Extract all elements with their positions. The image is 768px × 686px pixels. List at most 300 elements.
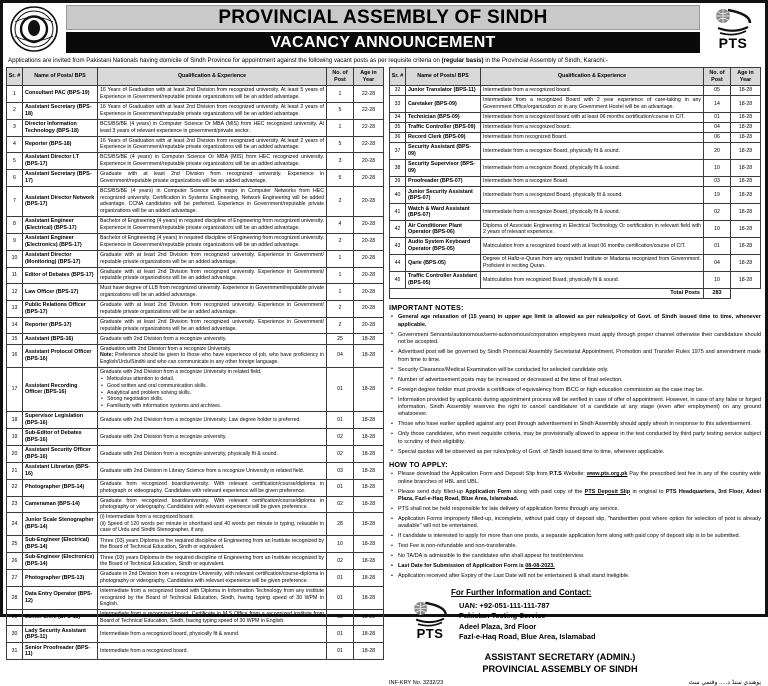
contact-address-line2: Fazl-e-Haq Road, Blue Area, Islamabad: [459, 632, 596, 642]
cell-post-count: 05: [704, 86, 731, 96]
cell-post-name: Record Clerk (BPS-09): [406, 133, 481, 143]
cell-age-range: 18-28: [354, 643, 384, 660]
how-to-apply-item: • Last Date for Submission of Application Form is 08-08-2023.: [389, 563, 761, 570]
how-to-apply-item: • PTS shall not be held responsible for late delivery of application forms through any service.: [389, 506, 761, 513]
contact-org: Pakistan Testing Service: [459, 611, 546, 621]
table-head-right: [390, 68, 761, 86]
cell-post-name: Photographer (BPS-14): [23, 479, 98, 496]
table-row: [7, 513, 384, 536]
cell-post-count: 1: [327, 267, 354, 284]
table-row: [7, 479, 384, 496]
cell-post-name: Reporter (BPS-18): [23, 136, 98, 153]
cell-serial: 32: [390, 86, 406, 96]
cell-serial: 23: [7, 496, 23, 513]
cell-age-range: 18-28: [731, 238, 761, 255]
table-row: [390, 177, 761, 187]
cell-serial: 11: [7, 267, 23, 284]
cell-serial: 34: [390, 112, 406, 122]
cell-qualification: Intermediate from a recognized board with at least 06 months certification/course in CIT.: [481, 112, 704, 122]
cell-age-range: 18-28: [731, 96, 761, 113]
cell-post-count: 03: [327, 463, 354, 480]
col-header-post: Name of Posts/ BPS: [23, 68, 98, 86]
cell-serial: 6: [7, 170, 23, 187]
cell-qualification: Graduate with at least 2nd Division from recognized university. Experience in Government/ reputable private organizations will be an added advantage.: [98, 300, 327, 317]
cell-post-name: Junior Scale Stenographer (BPS-14): [23, 513, 98, 536]
table-row: [7, 300, 384, 317]
how-to-apply-item: • Please download the Application Form and Deposit Slip from P.T.S Website: www.pts.org.pk Pay the prescribed test fee in any of the country wide online branches of HBL and UBL.: [389, 471, 761, 486]
cell-qualification: Matriculation from recognized Board, physically fit & sound.: [481, 271, 704, 288]
page-title: PROVINCIAL ASSEMBLY OF SINDH: [66, 5, 700, 30]
cell-post-name: Data Entry Operator (BPS-12): [23, 586, 98, 609]
cell-post-count: 2: [327, 300, 354, 317]
how-to-apply-item: • No TA/DA is admissible to the candidates who shall appear for test/interview.: [389, 553, 761, 560]
qualification-bullet: • Analytical and problem solving skills.: [107, 390, 324, 397]
table-row: [390, 271, 761, 288]
contact-heading: For Further Information and Contact:: [451, 587, 592, 597]
col-header-age: Age in Year: [354, 68, 384, 86]
total-posts-value: 283: [704, 288, 731, 299]
cell-age-range: 20-28: [354, 233, 384, 250]
intro-text: Applications are invited from Pakistani Nationals having domicile of Sindh Province for appointment against the following vacant posts as per requisite criteria on (regular basis) in the Provincial Assembly of Sindh, Karachi:-: [8, 57, 608, 64]
table-row: [7, 643, 384, 660]
cell-age-range: 18-28: [731, 86, 761, 96]
cell-qualification: BCS/BS/BE (4 years) in Computer Science Or MBA (MIS) from HEC recognized university. Experience in Government/reputable private organizations will be an added advantage.: [98, 153, 327, 170]
qualification-bullet: • Good written and oral communication skills.: [107, 383, 324, 390]
total-posts-blank: [731, 288, 761, 299]
cell-post-count: 20: [704, 143, 731, 160]
cell-age-range: 18-28: [731, 204, 761, 221]
contact-uan: UAN: +92-051-111-111-787: [459, 600, 550, 610]
cell-post-count: 19: [704, 187, 731, 204]
cell-post-count: 01: [327, 367, 354, 411]
cell-post-name: Reporter (BPS-17): [23, 317, 98, 334]
cell-age-range: 22-28: [354, 119, 384, 136]
important-note-item: • General age relaxation of (15 years) in upper age limit is allowed as per rules/policy of Govt. of Sindh issued time to time, whenever applicable.: [389, 314, 761, 329]
cell-qualification: Intermediate from a recognize Board, physically fit & sound.: [481, 160, 704, 177]
cell-age-range: 18-28: [354, 609, 384, 626]
cell-age-range: 18-28: [731, 160, 761, 177]
cell-post-count: 1: [327, 86, 354, 103]
cell-qualification: Bachelor of Engineering (4 years) in required discipline of Engineering from recognized university. Experience in Government/reputable private organizations will be an added advantage.: [98, 233, 327, 250]
important-note-item: • Only those candidates, who meet requisite criteria, may be provisionally allowed to appear in the test conducted by third party testing service subject to scrutiny of their eligibility.: [389, 431, 761, 446]
cell-post-name: Assistant Secretary (BPS-17): [23, 170, 98, 187]
table-row: [7, 216, 384, 233]
cell-serial: 5: [7, 153, 23, 170]
important-note-item: • Number of advertisement posts may be increased or decreased at the time of final selection.: [389, 377, 761, 384]
cell-post-count: 14: [704, 96, 731, 113]
cell-post-name: Junior Security Assistant (BPS-07): [406, 187, 481, 204]
cell-post-count: 01: [327, 412, 354, 429]
cell-post-name: Consultant PAC (BPS-19): [23, 86, 98, 103]
cell-serial: 29: [7, 609, 23, 626]
cell-post-count: 1: [327, 284, 354, 301]
cell-serial: 9: [7, 233, 23, 250]
cell-post-count: 1: [327, 250, 354, 267]
cell-post-count: 04: [704, 255, 731, 272]
cell-post-name: Assistant Director Network (BPS-17): [23, 187, 98, 217]
col-header-posts: No. of Post: [327, 68, 354, 86]
cell-qualification: 16 Years of Graduation with at least 2nd Division from recognized university. At least 2 years of Experience in Government/reputable private organizations will be an added advantage.: [98, 136, 327, 153]
cell-age-range: 20-28: [354, 187, 384, 217]
table-row: [7, 170, 384, 187]
signoff-designation: ASSISTANT SECRETARY (ADMIN.): [484, 651, 636, 662]
cell-qualification: Intermediate from recognized Board.: [481, 133, 704, 143]
cell-age-range: 18-28: [354, 496, 384, 513]
cell-post-name: Technician (BPS-09): [406, 112, 481, 122]
cell-post-count: 01: [327, 586, 354, 609]
cell-age-range: 18-28: [731, 112, 761, 122]
important-notes-list: [389, 314, 761, 456]
cell-age-range: 20-28: [354, 300, 384, 317]
col-header-sr-right: Sr. #: [390, 68, 406, 86]
cell-age-range: 18-28: [354, 536, 384, 553]
inf-reference-number: INF-KRY No. 3232/23: [389, 679, 444, 686]
important-note-item: • Government Servants/autonomous/semi-autonomous/corporation employees must apply through proper channel otherwise their candidature should not be accepted.: [389, 332, 761, 347]
table-row: [390, 133, 761, 143]
cell-age-range: 18-28: [354, 513, 384, 536]
cell-serial: 18: [7, 412, 23, 429]
cell-serial: 43: [390, 238, 406, 255]
cell-serial: 31: [7, 643, 23, 660]
cell-qualification: 16 Years of Graduation with at least 2nd Division from recognized university. At least 2 years of Experience in Government/reputable private organizations will be an added advantage.: [98, 102, 327, 119]
cell-post-count: 01: [327, 570, 354, 587]
cell-post-count: 02: [327, 446, 354, 463]
cell-qualification: Three (03) years Diploma in the required discipline of Engineering from an Institute recognized by the Board of Technical Education, Sindh or equivalent.: [98, 536, 327, 553]
cell-post-count: 02: [327, 496, 354, 513]
cell-post-name: Junior Translator (BPS-11): [406, 86, 481, 96]
cell-qualification: Graduate with at least 2nd Division from recognized university. Experience in Government/reputable private organizations will be an added advantage.: [98, 170, 327, 187]
sindh-assembly-crest-icon: [6, 5, 62, 53]
cell-post-count: 01: [327, 626, 354, 643]
table-row: [7, 267, 384, 284]
cell-post-name: Qarie (BPS-05): [406, 255, 481, 272]
cell-post-count: 2: [327, 187, 354, 217]
cell-serial: 8: [7, 216, 23, 233]
cell-post-name: Cameraman (BPS-14): [23, 496, 98, 513]
cell-age-range: 20-28: [354, 267, 384, 284]
cell-qualification: Intermediate from a recognized board.: [98, 643, 327, 660]
col-header-posts-right: No. of Post: [704, 68, 731, 86]
signoff-organization: PROVINCIAL ASSEMBLY OF SINDH: [482, 663, 638, 674]
cell-qualification: Graduate with at least 2nd Division from recognized university. Experience in Government/ reputable private organizations will be an added advantage.: [98, 267, 327, 284]
table-row: [7, 570, 384, 587]
right-column: [389, 67, 761, 686]
cell-qualification: Intermediate from a recognized board with Diploma in Information Technology from any institute recognized by the Board of Technical Education, Sindh, having typing speed of 30 WPM in English.: [98, 586, 327, 609]
cell-age-range: 18-28: [731, 255, 761, 272]
how-to-apply-heading: HOW TO APPLY:: [389, 460, 448, 470]
cell-post-count: 01: [704, 112, 731, 122]
important-note-item: • Advertised post will be governed by Sindh Provincial Assembly Secretariat Appointment, Promotion and Transfer Rules 1975 and amendment made from time to time.: [389, 349, 761, 364]
cell-post-name: Supervisor Legislation (BPS-16): [23, 412, 98, 429]
page-header: [6, 5, 762, 53]
table-row: [7, 334, 384, 344]
cell-serial: 35: [390, 122, 406, 132]
table-row: [7, 344, 384, 367]
cell-qualification: Intermediate from a recognize Board, physically fit & sound.: [481, 204, 704, 221]
qualification-bullet: • Meticulous attention to detail.: [107, 376, 324, 383]
how-to-apply-list: [389, 471, 761, 581]
cell-post-count: 01: [327, 643, 354, 660]
cell-age-range: 18-28: [354, 463, 384, 480]
cell-qualification: Three (03) years Diploma in the required discipline of Engineering from an Institute recognized by the Board of Technical Education, Sindh or equivalent.: [98, 553, 327, 570]
cell-serial: 24: [7, 513, 23, 536]
cell-qualification: (i) Intermediate from a recognized board. (ii) Speed of 120 words per minute in shorthand and 40 words per minute in typing, relaxable in case of Urdu and Sindhi Stenographer, if any.: [98, 513, 327, 536]
cell-serial: 1: [7, 86, 23, 103]
col-header-sr: Sr. #: [7, 68, 23, 86]
cell-serial: 30: [7, 626, 23, 643]
cell-age-range: 18-28: [354, 626, 384, 643]
cell-post-name: Lady Security Assistant (BPS-11): [23, 626, 98, 643]
cell-age-range: 18-28: [354, 446, 384, 463]
cell-serial: 38: [390, 160, 406, 177]
cell-qualification: Intermediate from a recognize Board.: [481, 177, 704, 187]
col-header-qualification: Qualification & Experience: [98, 68, 327, 86]
cell-post-name: Director Information Technology (BPS-18): [23, 119, 98, 136]
cell-qualification: Intermediate from a recognized board, physically fit & sound.: [98, 626, 327, 643]
cell-qualification: Graduation with 2nd Division from a recognize University. Note: Preference should be given to those who have experience of job, who have proficiency in English/Urdu/Sindhi and who can communicate in any other foreign language.: [98, 344, 327, 367]
cell-age-range: 20-28: [354, 317, 384, 334]
cell-post-name: Junior Clerk (BPS-11): [23, 609, 98, 626]
cell-serial: 21: [7, 463, 23, 480]
cell-post-count: 04: [327, 344, 354, 367]
cell-qualification: Bachelor of Engineering (4 years) in required discipline of Engineering from recognized university. Experience in Government/reputable private organizations will be an added advantage.: [98, 216, 327, 233]
cell-post-count: 1: [327, 119, 354, 136]
cell-post-name: Assistant Recording Officer (BPS-16): [23, 367, 98, 411]
important-note-item: • Security Clearance/Medical Examination will be conducted for selected candidate only.: [389, 367, 761, 374]
table-body-left: [7, 86, 384, 660]
cell-post-count: 06: [704, 133, 731, 143]
cell-post-name: Proofreader (BPS-07): [406, 177, 481, 187]
contact-details: [459, 601, 596, 643]
pts-logo-text: PTS: [718, 35, 748, 51]
cell-serial: 19: [7, 429, 23, 446]
cell-serial: 17: [7, 367, 23, 411]
cell-serial: 2: [7, 102, 23, 119]
cell-qualification: Graduate with 2nd Division from a recognize university.: [98, 429, 327, 446]
table-header-row-right: [390, 68, 761, 86]
cell-qualification: Graduate in 2nd Division from a recognize University, with relevant certification/course-diploma in photography or videography. Candidates with relevant experience will be given preference.: [98, 570, 327, 587]
contact-pts-logo: [409, 601, 451, 640]
left-column: [6, 67, 384, 660]
cell-post-name: Watch & Ward Assistant (BPS-07): [406, 204, 481, 221]
table-row: [7, 367, 384, 411]
table-row: [7, 187, 384, 217]
qualification-bullet: • Strong negotiation skills.: [107, 396, 324, 403]
cell-serial: 36: [390, 133, 406, 143]
cell-serial: 27: [7, 570, 23, 587]
cell-post-count: 02: [327, 429, 354, 446]
how-to-apply-item: • If candidate is interested to apply for more than one posts, a separate application form along with paid copy of deposit slip is to be submitted.: [389, 533, 761, 540]
cell-post-name: Assistant Security Officer (BPS-16): [23, 446, 98, 463]
table-row: [390, 86, 761, 96]
table-row: [7, 429, 384, 446]
cell-age-range: 22-28: [354, 136, 384, 153]
footer-row: [389, 679, 761, 686]
cell-age-range: 18-28: [731, 271, 761, 288]
total-posts-row: [390, 288, 761, 299]
cell-post-count: 5: [327, 136, 354, 153]
cell-age-range: 18-28: [354, 367, 384, 411]
apply-link[interactable]: 08-08-2023.: [525, 563, 555, 570]
col-header-age-right: Age in Year: [731, 68, 761, 86]
table-row: [7, 284, 384, 301]
cell-post-name: Air Conditioner Plant Operator (BPS-06): [406, 221, 481, 238]
cell-serial: 3: [7, 119, 23, 136]
important-note-item: • Information provided by applicants during appointment process will be verified in case of offer of appointment. However, in case of any false or forged information, Sindh Assembly reserves the right to cancel candidature of a candidate at any stage (even after employment) on any ground whatsoever.: [389, 397, 761, 419]
table-row: [7, 233, 384, 250]
cell-qualification: Graduate from recognized board/university. With relevant certification/course/diploma in photography or videography. Candidates with relevant experience will be given preference.: [98, 496, 327, 513]
table-row: [7, 136, 384, 153]
cell-post-count: 01: [704, 238, 731, 255]
cell-serial: 20: [7, 446, 23, 463]
cell-qualification: Graduate with 2nd Division from a recognize University. Law degree holder is preferred.: [98, 412, 327, 429]
cell-age-range: 18-28: [731, 187, 761, 204]
cell-post-name: Audio System Keyboard Operator (BPS-05): [406, 238, 481, 255]
cell-post-count: 01: [327, 479, 354, 496]
table-row: [7, 86, 384, 103]
cell-age-range: 18-28: [731, 177, 761, 187]
cell-post-name: Assistant Director (Monitoring) (BPS-17): [23, 250, 98, 267]
cell-serial: 39: [390, 177, 406, 187]
cell-qualification: Graduate with 2nd Division from a recognize University in related field. • Meticulous attention to detail. • Good written and oral communication skills. • Analytical and problem solving skills. • Strong negotiation skills. • Familiarity with information systems and archives.: [98, 367, 327, 411]
cell-serial: 44: [390, 255, 406, 272]
cell-age-range: 18-28: [354, 344, 384, 367]
cell-post-count: 10: [704, 271, 731, 288]
header-titles: [62, 5, 704, 53]
table-row: [390, 238, 761, 255]
col-header-post-right: Name of Posts/ BPS: [406, 68, 481, 86]
cell-post-count: 10: [704, 221, 731, 238]
contact-section: [389, 588, 761, 643]
table-row: [7, 553, 384, 570]
table-row: [7, 250, 384, 267]
cell-serial: 26: [7, 553, 23, 570]
cell-age-range: 18-28: [354, 479, 384, 496]
table-head-left: [7, 68, 384, 86]
cell-serial: 10: [7, 250, 23, 267]
cell-qualification: Intermediate from a recognized board.: [481, 86, 704, 96]
table-row: [390, 255, 761, 272]
table-row: [7, 446, 384, 463]
cell-serial: 12: [7, 284, 23, 301]
cell-qualification: Intermediate from a recognized Board, physically fit & sound.: [481, 187, 704, 204]
how-to-apply-item: • Application Forms improperly filled-up, incomplete, without paid copy of deposit slip, "handwritten post where option for selection of post is already available" will not be entertained.: [389, 516, 761, 531]
cell-qualification: Diploma of Associate Engineering in Electrical Technology Or certification in relevant field with 2 years of relevant experience.: [481, 221, 704, 238]
contact-body: [409, 601, 761, 643]
cell-age-range: 18-28: [354, 553, 384, 570]
jobs-table-right: [389, 67, 761, 299]
cell-qualification: Graduate with at least 2nd Division from recognized university. Experience in Government/ reputable private organizations will be an added advantage.: [98, 250, 327, 267]
table-row: [7, 153, 384, 170]
table-row: [390, 112, 761, 122]
cell-post-name: Caretaker (BPS-09): [406, 96, 481, 113]
pts-swoosh-icon: [714, 8, 752, 36]
page-subtitle: VACANCY ANNOUNCEMENT: [66, 32, 700, 53]
contact-address-line1: Adeel Plaza, 3rd Floor: [459, 621, 537, 631]
cell-post-count: 5: [327, 102, 354, 119]
cell-post-count: 2: [327, 233, 354, 250]
cell-serial: 33: [390, 96, 406, 113]
cell-post-count: 10: [327, 536, 354, 553]
urdu-footnote: پوهندي ستڈ د..... وقتمي سٹ: [688, 679, 761, 686]
table-row: [390, 160, 761, 177]
cell-post-count: 03: [704, 177, 731, 187]
table-row: [390, 143, 761, 160]
cell-post-name: Assistant Director I.T (BPS-17): [23, 153, 98, 170]
cell-age-range: 20-28: [354, 170, 384, 187]
cell-qualification: Intermediate from a recognized board.: [481, 122, 704, 132]
total-posts-label: Total Posts: [390, 288, 704, 299]
table-row: [390, 204, 761, 221]
cell-serial: 14: [7, 317, 23, 334]
cell-post-count: 02: [327, 553, 354, 570]
cell-qualification: BCS/BS/BE (4 years) in Computer Science Or MBA (MIS) from HEC recognized university. At least 3 years of relevant experience in government/private sector.: [98, 119, 327, 136]
cell-post-name: Law Officer (BPS-17): [23, 284, 98, 301]
apply-link[interactable]: PTS Deposit Slip: [584, 488, 631, 495]
cell-post-name: Senior Proofreader (BPS-11): [23, 643, 98, 660]
cell-post-count: 5: [327, 170, 354, 187]
cell-post-name: Assistant Engineer (Electrical) (BPS-17): [23, 216, 98, 233]
cell-post-name: Assistant Secretary (BPS-18): [23, 102, 98, 119]
cell-serial: 25: [7, 536, 23, 553]
cell-serial: 4: [7, 136, 23, 153]
cell-post-count: 52: [327, 609, 354, 626]
cell-post-name: Editor of Debates (BPS-17): [23, 267, 98, 284]
apply-link[interactable]: www.pts.org.pk: [586, 471, 628, 478]
cell-post-name: Assistant Protocol Officer (BPS-16): [23, 344, 98, 367]
table-row: [7, 463, 384, 480]
table-body-right: [390, 86, 761, 299]
cell-qualification: Intermediate from a recognized Board with 2 year experience of care-taking in any Government Office/organization or in any Government Hostel will be an advantage.: [481, 96, 704, 113]
cell-post-count: 10: [704, 160, 731, 177]
table-row: [390, 96, 761, 113]
cell-post-name: Security Supervisor (BPS-09): [406, 160, 481, 177]
cell-serial: 28: [7, 586, 23, 609]
cell-qualification: Graduate with 2nd Division from a recognize university, physically fit & sound.: [98, 446, 327, 463]
pts-swoosh-icon-footer: [412, 601, 448, 627]
cell-age-range: 20-28: [354, 153, 384, 170]
cell-age-range: 18-28: [354, 334, 384, 344]
cell-post-count: 25: [327, 334, 354, 344]
how-to-apply-item: • Application received after Expiry of the Last Date will not be entertained & shall stand ineligible.: [389, 573, 761, 580]
table-row: [7, 496, 384, 513]
table-row: [7, 102, 384, 119]
pts-logo: [704, 5, 762, 53]
col-header-qualification-right: Qualification & Experience: [481, 68, 704, 86]
qualification-bullet: • Familiarity with information systems and archives.: [107, 403, 324, 410]
table-row: [7, 536, 384, 553]
cell-qualification: Matriculation from a recognized board with at least 06 months certification/course of CIT.: [481, 238, 704, 255]
table-row: [7, 317, 384, 334]
cell-post-name: Sub-Editor of Debates (BPS-16): [23, 429, 98, 446]
cell-serial: 40: [390, 187, 406, 204]
cell-post-name: Sub-Engineer (Electrical) (BPS-14): [23, 536, 98, 553]
table-row: [7, 119, 384, 136]
cell-serial: 16: [7, 344, 23, 367]
contact-logo-text: PTS: [416, 625, 444, 641]
cell-post-name: Assistant Engineer (Electronics) (BPS-17): [23, 233, 98, 250]
cell-post-name: Security Assistant (BPS-09): [406, 143, 481, 160]
important-note-item: • Those who have earlier applied against any post through advertisement in Sindh Assembly should apply afresh in response to this advertisement.: [389, 421, 761, 428]
table-row: [390, 221, 761, 238]
cell-age-range: 18-28: [354, 412, 384, 429]
table-row: [7, 586, 384, 609]
cell-qualification: Degree of Hafiz-e-Quran from any reputed Institute or Madarsa recognized from Government. Proficient in reciting Quran.: [481, 255, 704, 272]
table-row: [7, 609, 384, 626]
table-row: [7, 626, 384, 643]
cell-qualification: Intermediate from a recognize Board, physically fit & sound.: [481, 143, 704, 160]
cell-qualification: Graduate with 2nd Division in Library Science from a recognize University in related field.: [98, 463, 327, 480]
